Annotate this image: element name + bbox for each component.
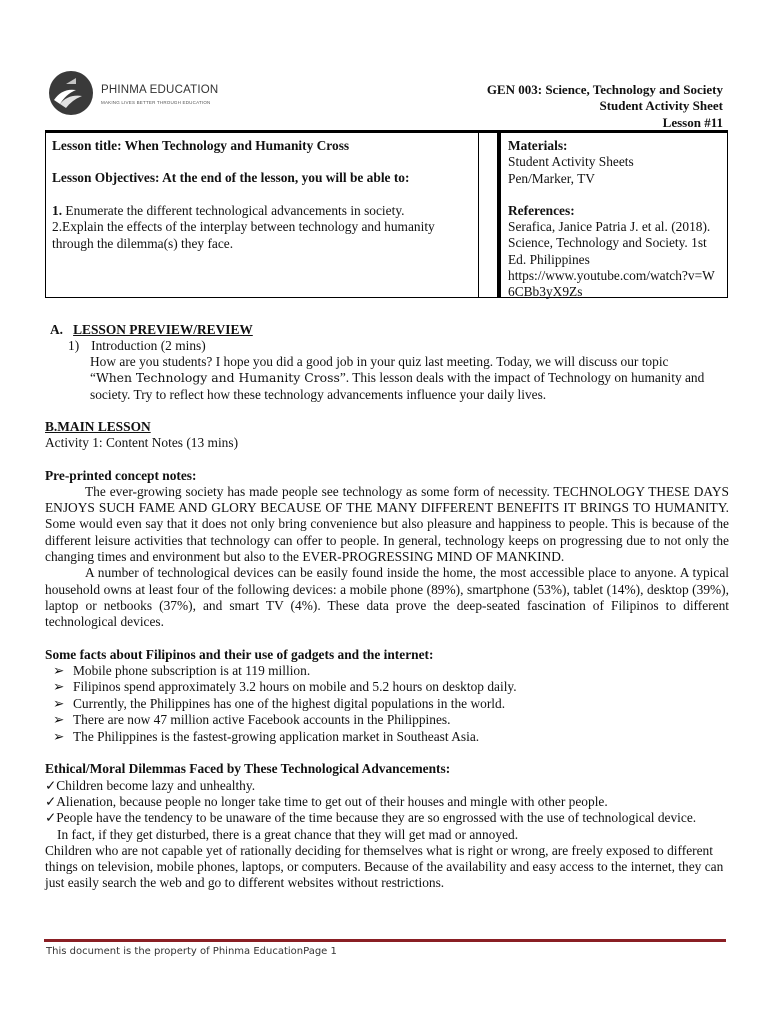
materials-heading: Materials: xyxy=(508,138,568,153)
dilemma-item xyxy=(45,810,729,826)
material-item: Pen/Marker, TV xyxy=(508,170,595,186)
checkmark-icon: ✓ xyxy=(45,777,57,793)
dilemmas-heading: Ethical/Moral Dilemmas Faced by These Technological Advancements: xyxy=(45,761,451,777)
lesson-info-right-cell xyxy=(497,130,728,298)
intro-item-number: 1) xyxy=(68,338,80,353)
footer-text: This document is the property of Phinma EducationPage 1 xyxy=(46,946,337,957)
reference-line: Serafica, Janice Patria J. et al. (2018). xyxy=(508,219,711,235)
section-b-heading xyxy=(45,419,729,435)
course-title: GEN 003: Science, Technology and Society xyxy=(486,82,723,97)
reference-link[interactable]: https://www.youtube.com/watch?v=W xyxy=(508,268,715,284)
arrow-bullet-icon: ➢ xyxy=(53,728,65,744)
activity-label: Activity 1: Content Notes (13 mins) xyxy=(45,435,239,451)
arrow-bullet-icon: ➢ xyxy=(53,662,65,678)
dilemma-text: Children become lazy and unhealthy. xyxy=(56,777,256,793)
objective-1 xyxy=(52,203,470,219)
arrow-bullet-icon: ➢ xyxy=(53,679,65,695)
checkmark-icon: ✓ xyxy=(45,810,57,826)
quote-open: “ xyxy=(90,370,96,386)
fact-text: Mobile phone subscription is at 119 million. xyxy=(73,662,311,678)
section-a-heading xyxy=(50,322,253,338)
lesson-info-left-cell xyxy=(45,130,479,298)
objectives-heading: Lesson Objectives: At the end of the lesson, you will be able to: xyxy=(52,170,410,186)
reference-line: Ed. Philippines xyxy=(508,251,590,267)
main-lesson-title: B.MAIN LESSON xyxy=(45,419,151,434)
lesson-title: Lesson title: When Technology and Humanity Cross xyxy=(52,138,350,153)
fact-text: There are now 47 million active Facebook accounts in the Philippines. xyxy=(73,712,451,728)
checkmark-icon: ✓ xyxy=(45,793,57,809)
list-item xyxy=(45,663,729,680)
material-item: Student Activity Sheets xyxy=(508,154,634,170)
reference-line: Science, Technology and Society. 1st xyxy=(508,235,707,251)
intro-line-1: How are you students? I hope you did a good job in your quiz last meeting. Today, we will discuss our topic xyxy=(90,354,669,369)
footer-rule xyxy=(44,939,726,942)
dilemma-text: People have the tendency to be unaware of the time because they are so engrossed with the use of technological device. xyxy=(56,810,697,826)
section-a-letter: A. xyxy=(50,322,64,337)
section-a-title: LESSON PREVIEW/REVIEW xyxy=(73,322,253,337)
intro-item-text: Introduction (2 mins) xyxy=(91,338,206,353)
intro-item xyxy=(68,338,206,354)
concept-paragraph-1: The ever-growing society has made people see technology as some form of necessity. TECHNOLOGY THESE DAYS ENJOYS SUCH FAME AND GLORY BECAUSE OF THE MANY DIFFERENT BENEFITS IT BRINGS TO HUMANITY. Some would even say that it does not only bring convenience but also pleasure and happiness to people. This is because of the different leisure activities that technology can offer to people. In general, technology keeps on progressing due to not only the changing times and environment but also to the EVER-PROGRESSING MIND OF MANKIND. xyxy=(45,483,729,565)
brand-tagline: MAKING LIVES BETTER THROUGH EDUCATION xyxy=(101,100,211,105)
dilemma-text: Alienation, because people no longer take time to get out of their houses and mingle with other people. xyxy=(56,793,608,809)
lesson-number: Lesson #11 xyxy=(662,114,723,130)
facts-list xyxy=(45,663,729,746)
objective-1-text: Enumerate the different technological advancements in society. xyxy=(62,202,405,218)
fact-text: Currently, the Philippines has one of the highest digital populations in the world. xyxy=(73,695,506,711)
intro-line-2 xyxy=(90,370,730,386)
list-item xyxy=(45,712,729,729)
section-b xyxy=(45,419,729,892)
table-gap xyxy=(479,130,497,298)
facts-heading: Some facts about Filipinos and their use of gadgets and the internet: xyxy=(45,646,434,662)
objective-2: 2.Explain the effects of the interplay between technology and humanity through the dilemma(s) they face. xyxy=(52,219,435,251)
document-header xyxy=(487,82,723,131)
objective-1-number: 1. xyxy=(52,202,63,218)
list-item xyxy=(45,696,729,713)
intro-line-3: society. Try to reflect how these technology advancements influence your daily lives. xyxy=(90,386,547,402)
dilemma-continuation: In fact, if they get disturbed, there is a great chance that they will get mad or annoyed. xyxy=(57,826,519,842)
topic-title: When Technology and Humanity Cross xyxy=(95,370,340,386)
concept-paragraph-2: A number of technological devices can be easily found inside the home, the most accessible place to anyone. A typical household owns at least four of the following devices: a mobile phone (89%), smartphone (53%), tablet (14%), desktop (39%), laptop or netbooks (37%), and smart TV (4%). These data prove the deep-seated fascination of Filipinos to different technological devices. xyxy=(45,565,729,630)
closing-paragraph: Children who are not capable yet of rationally deciding for themselves what is right or wrong, are freely exposed to different things on television, mobile phones, laptops, or computers. Because of the availability and easy access to the internet, they can just easily search the web and go to different websites without restrictions. xyxy=(45,842,724,891)
fact-text: Filipinos spend approximately 3.2 hours on mobile and 5.2 hours on desktop daily. xyxy=(73,679,517,695)
lesson-info-table xyxy=(45,130,728,300)
intro-paragraph xyxy=(90,354,730,403)
list-item xyxy=(45,729,729,746)
phinma-emblem-icon xyxy=(46,70,98,116)
dilemma-item xyxy=(45,778,729,794)
phinma-logo xyxy=(46,70,226,116)
quote-close-text: ”. This lesson deals with the impact of Technology on humanity and xyxy=(339,370,705,386)
fact-text: The Philippines is the fastest-growing application market in Southeast Asia. xyxy=(73,728,480,744)
brand-name: PHINMA EDUCATION xyxy=(101,84,219,96)
references-heading: References: xyxy=(508,202,575,218)
concept-notes-heading: Pre-printed concept notes: xyxy=(45,467,197,483)
dilemma-item xyxy=(45,794,729,810)
reference-link[interactable]: 6CBb3yX9Zs xyxy=(508,284,583,300)
sheet-title: Student Activity Sheet xyxy=(599,98,723,114)
arrow-bullet-icon: ➢ xyxy=(53,695,65,711)
arrow-bullet-icon: ➢ xyxy=(53,712,65,728)
list-item xyxy=(45,679,729,696)
